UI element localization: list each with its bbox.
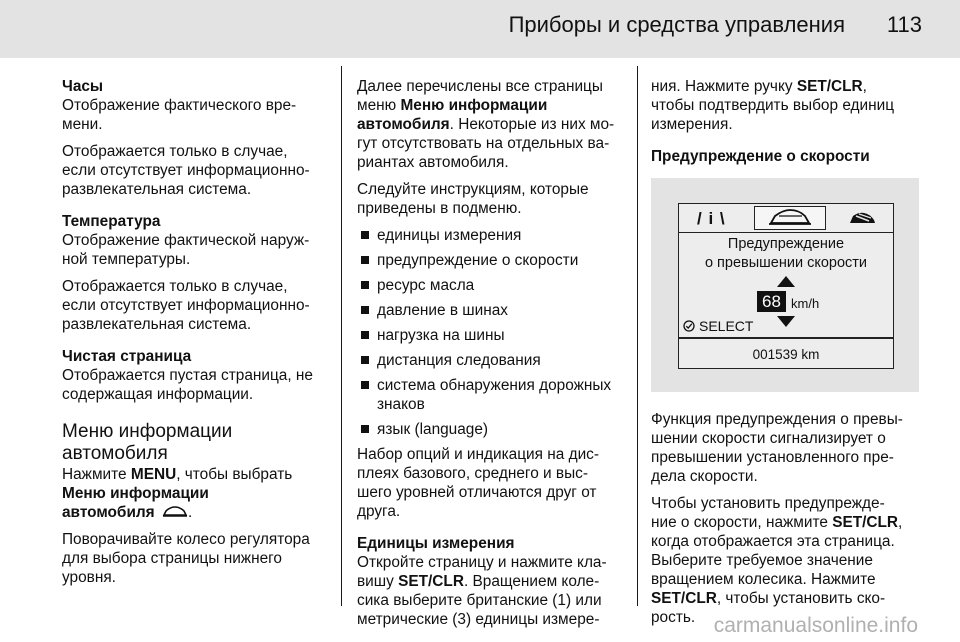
display-tab-bar bbox=[679, 204, 893, 233]
display-illustration bbox=[651, 178, 919, 392]
text-line: шего уровней отличаются друг от bbox=[357, 484, 597, 501]
text-line: Чтобы установить предупрежде- bbox=[651, 495, 885, 512]
text-run: вишу bbox=[357, 573, 399, 590]
text-line: если отсутствует информационно- bbox=[62, 162, 310, 179]
options-note bbox=[357, 445, 629, 521]
text-line: друга. bbox=[357, 503, 401, 520]
blank-page-description bbox=[62, 366, 330, 404]
odometer-value: 001539 km bbox=[752, 347, 820, 362]
list-item: предупреждение о скорости bbox=[357, 251, 629, 270]
units-continued bbox=[651, 77, 923, 134]
function-description bbox=[651, 410, 923, 486]
text-line: гут отсутствовать на отдельных ва- bbox=[357, 135, 610, 152]
text-line: сика выберите британские (1) или bbox=[357, 592, 602, 609]
list-item: система обнаружения дорожных знаков bbox=[357, 376, 629, 414]
text-line: развлекательная система. bbox=[62, 316, 252, 333]
page-title: Приборы и средства управления bbox=[508, 12, 845, 37]
text-line: шении скорости сигнализирует о bbox=[651, 430, 886, 447]
instrument-display bbox=[678, 203, 894, 369]
speed-warning-heading: Предупреждение о скорости bbox=[651, 148, 870, 165]
text-line: рость. bbox=[651, 609, 696, 626]
text-line: уровня. bbox=[62, 569, 116, 586]
text-line: Функция предупреждения о превы- bbox=[651, 411, 903, 428]
menu-name: автомобиля bbox=[62, 504, 155, 521]
column-divider bbox=[341, 66, 342, 606]
text-line: Поворачивайте колесо регулятора bbox=[62, 531, 310, 548]
text-line: мени. bbox=[62, 116, 103, 133]
menu-pages-list bbox=[357, 226, 629, 439]
temperature-heading: Температура bbox=[62, 213, 161, 230]
text-line: вращением колесика. Нажмите bbox=[651, 571, 876, 588]
text-line: Меню информации bbox=[62, 421, 233, 442]
menu-name: автомобиля bbox=[357, 116, 450, 133]
car-icon bbox=[755, 207, 825, 229]
pages-intro bbox=[357, 77, 629, 172]
check-circle-icon bbox=[683, 320, 695, 332]
column-1 bbox=[62, 77, 330, 595]
temperature-note bbox=[62, 277, 330, 334]
text-line: Далее перечислены все страницы bbox=[357, 78, 603, 95]
vehicle-info-menu-heading bbox=[62, 421, 330, 465]
turn-instruction bbox=[62, 530, 330, 587]
text-line: метрические (3) единицы измере- bbox=[357, 611, 600, 628]
column-2 bbox=[357, 77, 629, 637]
text-line: Откройте страницу и нажмите кла- bbox=[357, 554, 607, 571]
set-clr-key-label: SET/CLR bbox=[832, 514, 899, 531]
text-line: Отображение фактической наруж- bbox=[62, 232, 310, 249]
arrow-down-icon bbox=[777, 316, 795, 327]
text-run: , bbox=[898, 514, 903, 531]
clock-description bbox=[62, 96, 330, 134]
text-line: когда отображается эта страница. bbox=[651, 533, 895, 550]
text-line: превышении установленного пре- bbox=[651, 449, 894, 466]
text-run: ния. Нажмите ручку bbox=[651, 78, 797, 95]
list-item: давление в шинах bbox=[357, 301, 629, 320]
text-line: ной температуры. bbox=[62, 251, 191, 268]
warning-text-line: Предупреждение bbox=[727, 236, 845, 252]
vehicle-info-tab bbox=[754, 206, 826, 230]
text-run: Нажмите bbox=[62, 466, 131, 483]
temperature-description bbox=[62, 231, 330, 269]
eco-car-icon bbox=[847, 210, 877, 226]
text-line: измерения. bbox=[651, 116, 733, 133]
submenu-instruction bbox=[357, 180, 629, 218]
set-instruction bbox=[651, 494, 923, 627]
select-text: SELECT bbox=[699, 318, 754, 334]
page-header bbox=[0, 0, 960, 58]
text-line: чтобы подтвердить выбор единиц bbox=[651, 97, 895, 114]
select-label bbox=[683, 317, 753, 336]
watermark: carmanualsonline.info bbox=[713, 614, 918, 637]
text-line: Отображается пустая страница, не bbox=[62, 367, 313, 384]
text-line: риантах автомобиля. bbox=[357, 154, 509, 171]
clock-heading: Часы bbox=[62, 78, 104, 95]
column-divider bbox=[637, 66, 638, 606]
text-line: Выберите требуемое значение bbox=[651, 552, 873, 569]
text-line: дела скорости. bbox=[651, 468, 758, 485]
blank-page-heading: Чистая страница bbox=[62, 348, 192, 365]
set-clr-key-label: SET/CLR bbox=[398, 573, 464, 590]
list-item: нагрузка на шины bbox=[357, 326, 629, 345]
set-clr-key-label: SET/CLR bbox=[796, 78, 863, 95]
text-line: автомобиля bbox=[62, 443, 168, 464]
units-instruction bbox=[357, 553, 629, 629]
clock-note bbox=[62, 142, 330, 199]
menu-instruction: Нажмите MENU, чтобы выбрать Меню информации автомобиля . bbox=[62, 466, 293, 521]
text-line: Отображение фактического вре- bbox=[62, 97, 297, 114]
arrow-up-icon bbox=[777, 276, 795, 287]
text-line: Набор опций и индикация на дис- bbox=[357, 446, 599, 463]
text-run: , чтобы установить ско- bbox=[716, 590, 886, 607]
units-heading: Единицы измерения bbox=[357, 535, 515, 552]
text-line: содержащая информации. bbox=[62, 386, 254, 403]
trip-info-icon: / i \ bbox=[697, 209, 726, 228]
speed-unit: km/h bbox=[791, 296, 820, 311]
text-line: для выбора страницы нижнего bbox=[62, 550, 282, 567]
list-item: ресурс масла bbox=[357, 276, 629, 295]
menu-key-label: MENU bbox=[130, 466, 177, 483]
column-3 bbox=[651, 77, 923, 635]
list-item: дистанция следования bbox=[357, 351, 629, 370]
warning-text-line: о превышении скорости bbox=[704, 255, 868, 271]
text-run: , чтобы выбрать bbox=[176, 466, 293, 483]
menu-name: Меню информации bbox=[62, 485, 209, 502]
divider bbox=[679, 337, 893, 339]
list-item: язык (language) bbox=[357, 420, 629, 439]
text-run: ние о скорости, нажмите bbox=[651, 514, 833, 531]
text-line: Следуйте инструкциям, которые bbox=[357, 181, 589, 198]
speed-value: 68 bbox=[757, 291, 786, 312]
car-icon bbox=[162, 506, 188, 518]
list-item: единицы измерения bbox=[357, 226, 629, 245]
text-line: Отображается только в случае, bbox=[62, 278, 288, 295]
text-run: . Некоторые из них мо- bbox=[449, 116, 615, 133]
text-line: если отсутствует информационно- bbox=[62, 297, 310, 314]
text-line: приведены в подменю. bbox=[357, 200, 522, 217]
page-number: 113 bbox=[886, 12, 922, 37]
set-clr-key-label: SET/CLR bbox=[651, 590, 717, 607]
text-run: , bbox=[862, 78, 867, 95]
text-run: меню bbox=[357, 97, 401, 114]
text-line: развлекательная система. bbox=[62, 181, 252, 198]
menu-name: Меню информации bbox=[400, 97, 548, 114]
text-line: плеях базового, среднего и выс- bbox=[357, 465, 588, 482]
text-run: . Вращением коле- bbox=[463, 573, 600, 590]
text-line: Отображается только в случае, bbox=[62, 143, 288, 160]
